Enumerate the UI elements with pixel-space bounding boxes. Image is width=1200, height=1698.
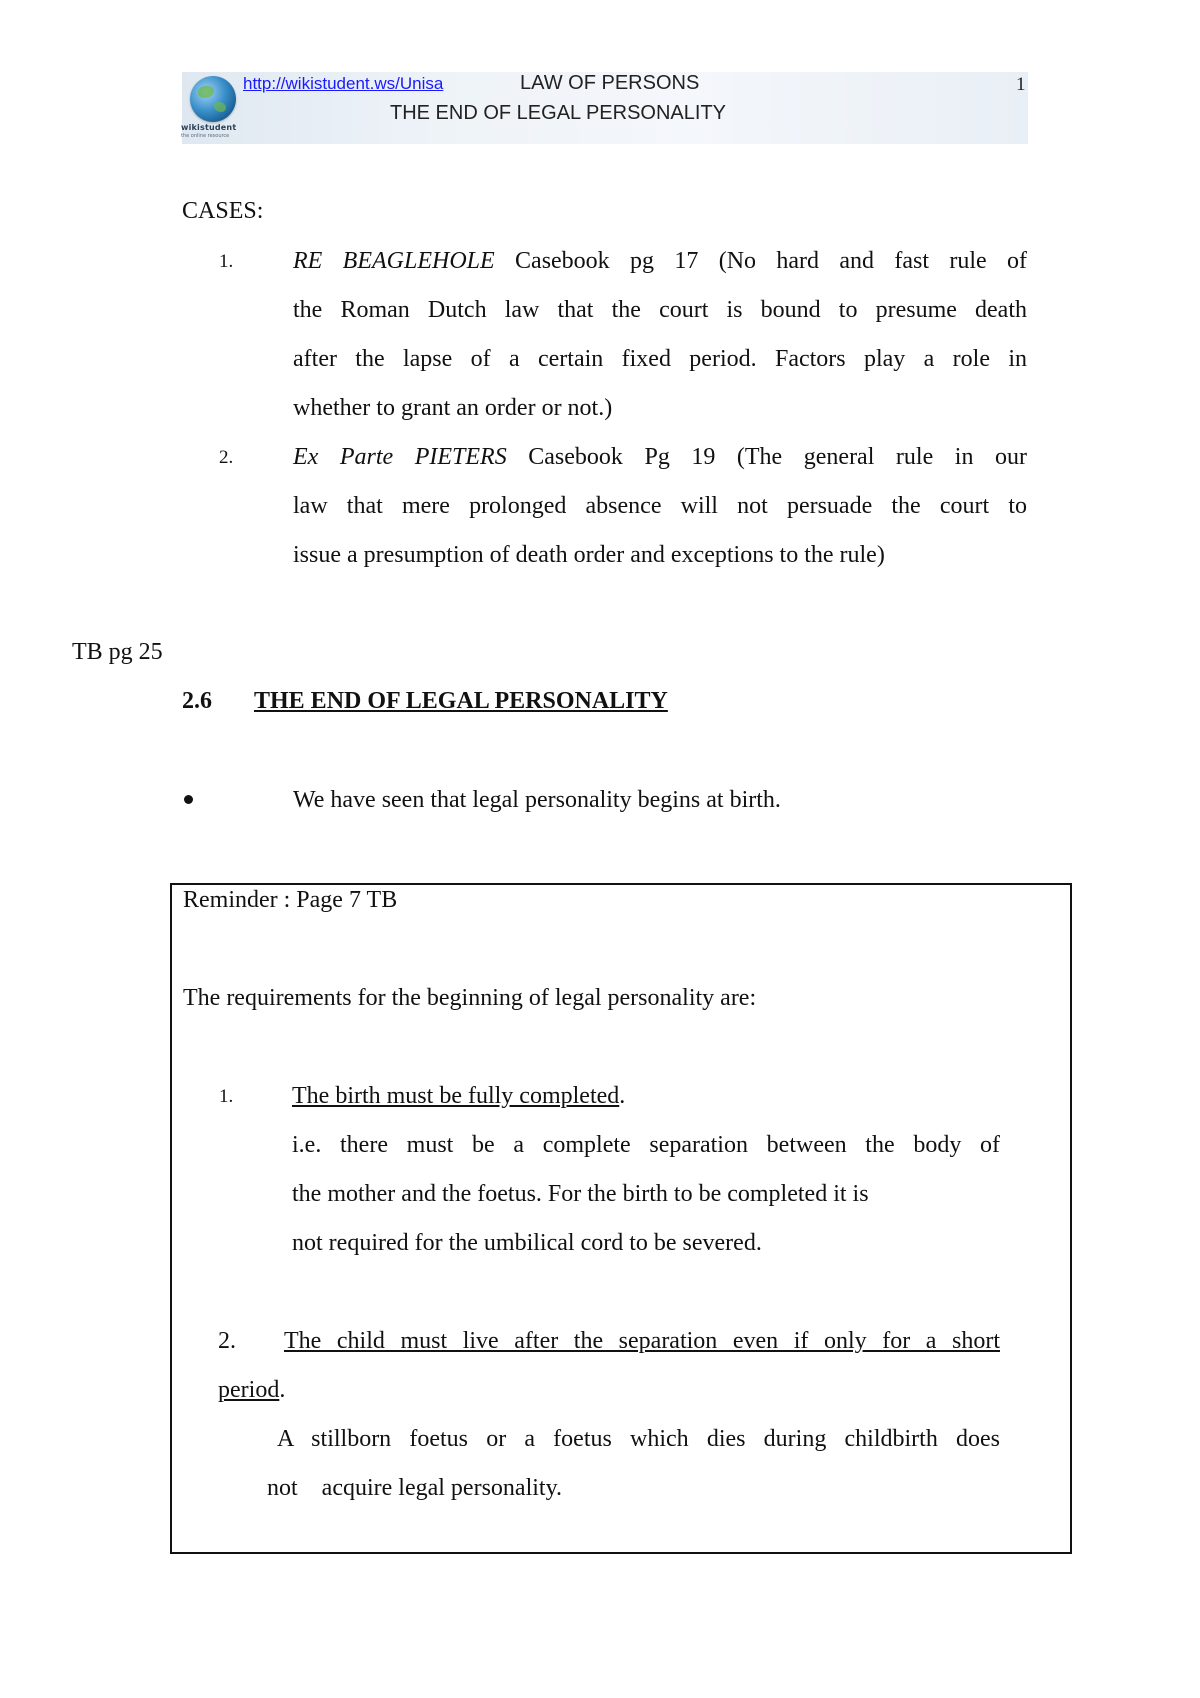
reminder-intro: The requirements for the beginning of legal personality are: xyxy=(183,985,757,1011)
bullet-icon xyxy=(184,795,193,804)
requirement-2-title-line-1: The child must live after the separation even if only for a short xyxy=(284,1328,1000,1354)
case-2-desc-1: (The general rule in our xyxy=(736,444,1027,470)
case-2-desc-3: issue a presumption of death order and exceptions to the rule) xyxy=(293,542,885,568)
requirement-2-title-line-2 xyxy=(218,1366,285,1415)
case-2-name: Ex Parte PIETERS xyxy=(293,444,507,470)
logo-subtext: the online resource xyxy=(181,133,230,139)
cases-heading: CASES: xyxy=(182,198,264,224)
requirement-1-heading xyxy=(292,1072,625,1121)
requirement-2-title-end: period xyxy=(218,1377,280,1403)
case-1-number: 1. xyxy=(219,251,234,272)
page-number: 1 xyxy=(1016,74,1026,95)
case-2-line-1 xyxy=(293,433,1027,482)
case-1-line-1 xyxy=(293,237,1027,286)
requirement-1-title: The birth must be fully completed xyxy=(292,1083,620,1109)
case-1-desc-2: the Roman Dutch law that the court is bound to presume death xyxy=(293,297,1027,323)
requirement-1-period: . xyxy=(619,1083,626,1109)
bullet-text: We have seen that legal personality begins at birth. xyxy=(293,787,781,813)
requirement-1-line-1: i.e. there must be a complete separation between the body of xyxy=(292,1132,1000,1158)
section-number: 2.6 xyxy=(182,688,212,714)
requirement-2-line-1: A stillborn foetus or a foetus which dies during childbirth does xyxy=(277,1426,1000,1452)
requirement-2-line-2: not acquire legal personality. xyxy=(267,1475,563,1501)
case-2-desc-2: law that mere prolonged absence will not persuade the court to xyxy=(293,493,1027,519)
case-2-number: 2. xyxy=(219,447,234,468)
case-1-desc-4: whether to grant an order or not.) xyxy=(293,395,613,421)
section-title: THE END OF LEGAL PERSONALITY xyxy=(254,688,668,714)
requirement-1-line-2: the mother and the foetus. For the birth to be completed it is xyxy=(292,1181,869,1207)
logo-text: wikistudent xyxy=(181,123,237,132)
case-2-ref: Casebook Pg 19 xyxy=(528,444,716,470)
reminder-title: Reminder : Page 7 TB xyxy=(183,887,398,913)
requirement-1-number: 1. xyxy=(219,1086,234,1107)
case-1-name: RE BEAGLEHOLE xyxy=(293,248,495,274)
tb-page-reference: TB pg 25 xyxy=(72,639,163,665)
header-course-title: LAW OF PERSONS xyxy=(520,72,700,94)
header-link[interactable]: http://wikistudent.ws/Unisa xyxy=(243,74,444,93)
requirement-1-line-3: not required for the umbilical cord to be severed. xyxy=(292,1230,762,1256)
header-topic-title: THE END OF LEGAL PERSONALITY xyxy=(390,102,727,124)
globe-land-shape xyxy=(214,102,226,112)
requirement-2-period: . xyxy=(279,1377,286,1403)
wikistudent-globe-logo-icon xyxy=(190,76,236,122)
case-1-ref: Casebook pg 17 xyxy=(515,248,699,274)
case-1-desc-1: (No hard and fast rule of xyxy=(718,248,1028,274)
requirement-2-number: 2. xyxy=(218,1328,236,1354)
case-1-desc-3: after the lapse of a certain fixed period. Factors play a role in xyxy=(293,346,1027,372)
